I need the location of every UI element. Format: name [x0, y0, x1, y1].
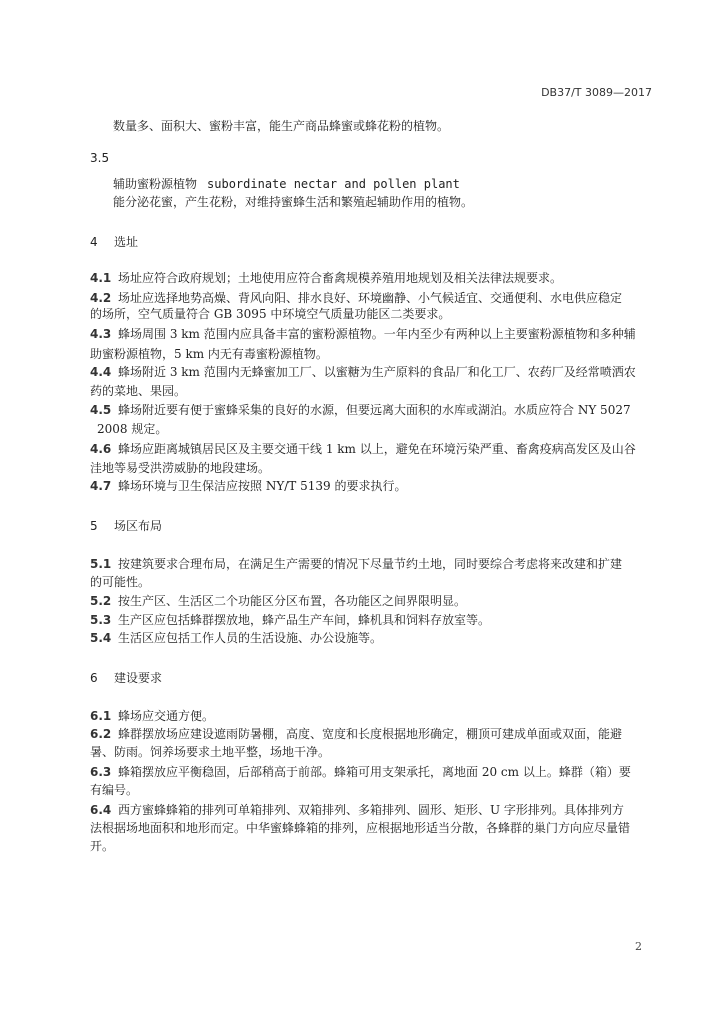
clause-number: 6.1 [90, 709, 112, 723]
clause-line [90, 764, 631, 780]
term-english: subordinate nectar and pollen plant [207, 177, 460, 191]
clause-number: 5.3 [90, 613, 112, 627]
clause-text: 按生产区、生活区二个功能区分区布置，各功能区之间界限明显。 [118, 594, 467, 608]
clause-number: 4.6 [90, 442, 112, 456]
paragraph-line: 2008 规定。 [97, 422, 168, 436]
clause-text: 蜂场应距离城镇居民区及主要交通干线 1 km 以上，避免在环境污染严重、畜禽疫病高发区及山谷 [118, 442, 636, 456]
clause-number: 4.2 [90, 291, 112, 305]
clause-text: 蜂场周围 3 km 范围内应具备丰富的蜜粉源植物。一年内至少有两种以上主要蜜粉源植物和多种辅 [118, 327, 636, 341]
section-title: 选址 [114, 235, 139, 249]
clause-line [90, 630, 382, 646]
paragraph-line: 的场所，空气质量符合 GB 3095 中环境空气质量功能区二类要求。 [90, 307, 451, 321]
clause-text: 按建筑要求合理布局，在满足生产需要的情况下尽量节约土地，同时要综合考虑将来改建和扩建 [118, 557, 623, 571]
clause-line [90, 364, 636, 380]
clause-number: 5.2 [90, 594, 112, 608]
clause-line [90, 612, 490, 628]
clause-line [90, 708, 214, 724]
clause-line [90, 290, 622, 306]
clause-line [90, 556, 622, 572]
standard-code: DB37/T 3089—2017 [541, 86, 652, 99]
paragraph-line: 暑、防雨。饲养场要求土地平整，场地干净。 [90, 745, 331, 759]
clause-text: 蜂场附近要有便于蜜蜂采集的良好的水源，但要远离大面积的水库或湖泊。水质应符合 NY 5027 [118, 403, 631, 417]
clause-line [90, 478, 406, 494]
section-heading [90, 670, 162, 686]
clause-number: 4.1 [90, 271, 112, 285]
clause-line [90, 802, 624, 818]
paragraph-line: 有编号。 [90, 783, 139, 797]
section-title: 场区布局 [114, 519, 163, 533]
clause-number: 4.5 [90, 403, 112, 417]
clause-line [90, 726, 622, 742]
paragraph-line: 开。 [90, 839, 115, 853]
clause-number: 5.1 [90, 557, 112, 571]
clause-line [90, 593, 466, 609]
clause-number: 4.3 [90, 327, 112, 341]
clause-text: 生活区应包括工作人员的生活设施、办公设施等。 [118, 631, 383, 645]
paragraph-line: 法根据场地面积和地形而定。中华蜜蜂蜂箱的排列，应根据地形适当分散，各蜂群的巢门方向应尽量错 [90, 821, 631, 835]
clause-text: 西方蜜蜂蜂箱的排列可单箱排列、双箱排列、多箱排列、圆形、矩形、U 字形排列。具体排列方 [118, 803, 624, 817]
clause-text: 蜂箱摆放应平衡稳固，后部稍高于前部。蜂箱可用支架承托，离地面 20 cm 以上。蜂群（箱）要 [118, 765, 631, 779]
section-number: 4 [90, 235, 98, 249]
section-number: 6 [90, 671, 98, 685]
term-line [113, 176, 460, 192]
paragraph-line: 药的菜地、果园。 [90, 384, 187, 398]
section-heading [90, 234, 138, 250]
clause-line [90, 270, 562, 286]
page-number: 2 [635, 940, 642, 953]
clause-text: 蜂场附近 3 km 范围内无蜂蜜加工厂、以蜜糖为生产原料的食品厂和化工厂、农药厂及经常喷洒农 [118, 365, 636, 379]
section-title: 建设要求 [114, 671, 163, 685]
paragraph-line: 洼地等易受洪涝威胁的地段建场。 [90, 461, 271, 475]
paragraph-line: 能分泌花蜜，产生花粉，对维持蜜蜂生活和繁殖起辅助作用的植物。 [113, 195, 474, 209]
paragraph-line: 的可能性。 [90, 575, 151, 589]
clause-number: 6.4 [90, 803, 112, 817]
clause-line [90, 326, 636, 342]
clause-number: 6.3 [90, 765, 112, 779]
clause-text: 场址应符合政府规划；土地使用应符合畜禽规模养殖用地规划及相关法律法规要求。 [118, 271, 563, 285]
clause-number: 4.7 [90, 479, 112, 493]
clause-text: 蜂群摆放场应建设遮雨防暑棚，高度、宽度和长度根据地形确定，棚顶可建成单面或双面，能避 [118, 727, 623, 741]
clause-text: 蜂场应交通方便。 [118, 709, 215, 723]
section-number: 5 [90, 519, 98, 533]
clause-number: 3.5 [90, 151, 110, 165]
clause-number: 5.4 [90, 631, 112, 645]
clause-text: 生产区应包括蜂群摆放地，蜂产品生产车间，蜂机具和饲料存放室等。 [118, 613, 491, 627]
clause-number: 4.4 [90, 365, 112, 379]
clause-line [90, 402, 631, 418]
clause-line [90, 441, 636, 457]
term-chinese: 辅助蜜粉源植物 [113, 177, 198, 191]
clause-text: 蜂场环境与卫生保洁应按照 NY/T 5139 的要求执行。 [118, 479, 407, 493]
paragraph-line: 数量多、面积大、蜜粉丰富，能生产商品蜂蜜或蜂花粉的植物。 [113, 119, 450, 133]
paragraph-line: 助蜜粉源植物，5 km 内无有毒蜜粉源植物。 [90, 347, 328, 361]
clause-number: 6.2 [90, 727, 112, 741]
section-heading [90, 518, 162, 534]
clause-text: 场址应选择地势高燥、背风向阳、排水良好、环境幽静、小气候适宜、交通便利、水电供应稳定 [118, 291, 623, 305]
